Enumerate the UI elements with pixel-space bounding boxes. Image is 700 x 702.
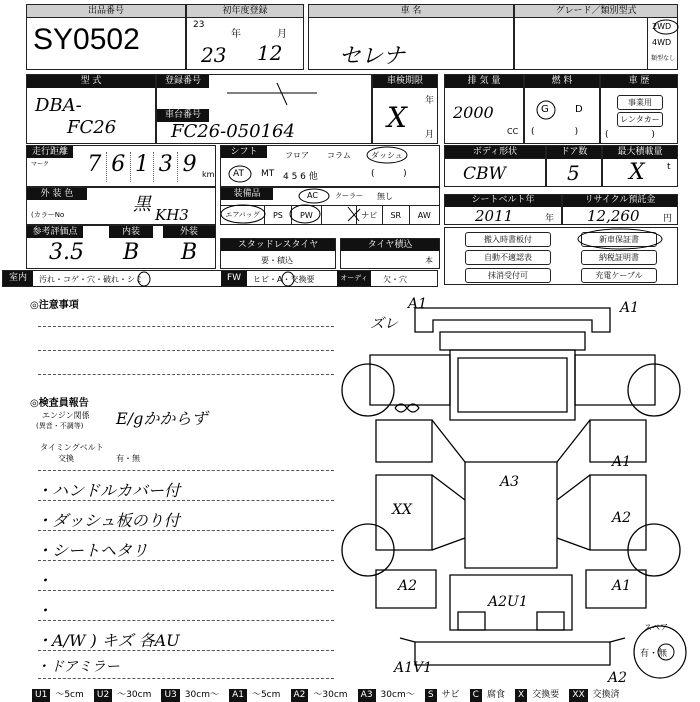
color-code-label: (カラーNo bbox=[31, 211, 65, 219]
legend-value: ～30cm bbox=[117, 690, 152, 700]
score-box bbox=[26, 225, 216, 269]
displacement-cc: CC bbox=[507, 127, 519, 136]
mileage-digit: 6 bbox=[107, 152, 131, 182]
legend-key: X bbox=[515, 689, 527, 702]
left-front-panel bbox=[370, 355, 450, 405]
eq-ac-circle bbox=[297, 188, 331, 204]
left-front-door bbox=[376, 420, 432, 462]
caution-line bbox=[38, 350, 334, 351]
displacement-box bbox=[444, 74, 524, 144]
drive-4wd: 4WD bbox=[652, 38, 672, 47]
score-label: 参考評価点 bbox=[27, 226, 83, 238]
spare-value: 有・無 bbox=[640, 649, 668, 659]
history-business: 事業用 bbox=[617, 95, 663, 110]
eq-navi: ナビ bbox=[357, 206, 384, 225]
damage-mark: A2U1 bbox=[488, 594, 528, 610]
legend-value: 腐食 bbox=[486, 690, 505, 700]
wheel-front-right bbox=[628, 364, 680, 416]
inspection-label: 車検期限 bbox=[373, 75, 437, 88]
shift-box: シフト フロア コラム ダッシュ AT MT 4 5 6 他 ( ) bbox=[220, 145, 440, 187]
car-name-box bbox=[308, 4, 514, 70]
damage-mark: A2 bbox=[398, 578, 418, 594]
report-line bbox=[38, 590, 334, 591]
engine-label: エンジン関係 bbox=[42, 411, 90, 420]
doors-value: 5 bbox=[567, 161, 580, 185]
report-line bbox=[38, 650, 334, 651]
fw-mark bbox=[281, 271, 295, 287]
mileage-digit: 1 bbox=[131, 152, 155, 182]
doors-label: ドア数 bbox=[547, 146, 601, 159]
history-label: 車 歴 bbox=[601, 75, 677, 88]
shift-column: コラム bbox=[327, 151, 351, 160]
body-box bbox=[444, 145, 546, 187]
docs-box bbox=[444, 227, 678, 285]
doc-warranty: 新車保証書 bbox=[581, 232, 657, 247]
damage-mark: XX bbox=[392, 502, 412, 518]
shift-dash-circle bbox=[365, 146, 409, 164]
drive-2wd-circle bbox=[653, 18, 679, 36]
right-front-panel bbox=[575, 355, 655, 405]
capacity-label: 最大積載量 bbox=[603, 146, 677, 159]
recycle-box bbox=[562, 194, 678, 225]
lot-label: 出品番号 bbox=[27, 5, 185, 18]
interior-state-mark bbox=[137, 271, 151, 287]
legend-value: 交換要 bbox=[532, 690, 560, 700]
fuel-box: 燃 料 G D ( ) bbox=[524, 74, 600, 144]
damage-mark: A1V1 bbox=[394, 660, 433, 676]
recycle-yen: 円 bbox=[663, 214, 673, 224]
engine-note: E/gかからず bbox=[116, 409, 208, 428]
drive-none: 類型なし bbox=[651, 55, 676, 62]
capacity-value: X bbox=[629, 160, 645, 185]
chassis-label: 車台番号 bbox=[157, 109, 209, 122]
eq-none: 無し bbox=[377, 192, 393, 201]
exterior-value: B bbox=[181, 240, 198, 265]
audio-label: オーディオ bbox=[337, 271, 371, 286]
km-label: km bbox=[202, 170, 215, 179]
report-line bbox=[38, 560, 334, 561]
report-item: ・A/W ) キズ 各AU bbox=[36, 631, 180, 650]
history-rental: レンタカー bbox=[617, 112, 663, 127]
car-diagram bbox=[340, 290, 700, 685]
report-line bbox=[38, 530, 334, 531]
state-strip bbox=[2, 270, 438, 297]
fw-label: FW bbox=[221, 271, 247, 286]
damage-mark: A1 bbox=[620, 300, 640, 316]
doc-warranty-circle bbox=[577, 228, 663, 250]
equipment-box bbox=[220, 187, 440, 225]
color-label: 外 装 色 bbox=[27, 188, 87, 200]
model-line1: DBA- bbox=[35, 95, 82, 116]
displacement-label: 排 気 量 bbox=[445, 75, 523, 88]
capacity-box bbox=[602, 145, 678, 187]
first-reg-tsuki: 月 bbox=[277, 29, 287, 40]
damage-mark: A1 bbox=[612, 454, 632, 470]
legend-value: 30cm～ bbox=[184, 690, 219, 700]
legend-key: U3 bbox=[161, 689, 179, 702]
damage-mark: A2 bbox=[608, 670, 628, 685]
doors-box bbox=[546, 145, 602, 187]
shift-numbers: 4 5 6 他 bbox=[283, 172, 318, 182]
eq-ac: AC bbox=[307, 191, 318, 200]
score-value: 3.5 bbox=[49, 240, 84, 265]
doc-erasure: 抹消受付可 bbox=[465, 268, 551, 283]
doc-tax: 納税証明書 bbox=[581, 250, 657, 265]
eq-ps: PS bbox=[265, 206, 292, 225]
legend-key: C bbox=[470, 689, 482, 702]
legend-value: ～30cm bbox=[313, 690, 348, 700]
seatbelt-nen: 年 bbox=[545, 214, 555, 224]
shift-at: AT bbox=[233, 169, 244, 179]
report-line bbox=[38, 620, 334, 621]
recycle-label: リサイクル預託金 bbox=[563, 195, 677, 207]
reg-no-label: 登録番号 bbox=[157, 75, 209, 88]
front-bumper bbox=[415, 308, 610, 332]
legend-key: A3 bbox=[358, 689, 376, 702]
audio-state: 欠・穴 bbox=[383, 275, 407, 284]
meter-label: マーク bbox=[31, 161, 50, 168]
report-line bbox=[38, 500, 334, 501]
fuel-d: D bbox=[575, 104, 583, 115]
mileage-digits bbox=[83, 152, 201, 182]
first-reg-month: 12 bbox=[257, 41, 283, 65]
drive-2wd: 2WD bbox=[652, 22, 672, 31]
windshield-area bbox=[450, 350, 575, 420]
inspector-title: ◎検査員報告 bbox=[30, 398, 89, 409]
timing-label: タイミングベルト bbox=[40, 443, 104, 452]
damage-mark: ズレ bbox=[370, 316, 398, 332]
report-item: ・シートヘタリ bbox=[36, 541, 149, 560]
equip-marks bbox=[221, 203, 439, 225]
shift-mt: MT bbox=[261, 169, 275, 179]
equipment-label: 装備品 bbox=[221, 188, 273, 200]
lot-number: SY0502 bbox=[33, 23, 140, 56]
caution-title: ◎注意事項 bbox=[30, 300, 79, 311]
legend-value: ～5cm bbox=[55, 690, 84, 700]
mileage-box bbox=[26, 145, 216, 187]
interior-state-options: 汚れ・コゲ・穴・破れ・シミ bbox=[39, 275, 143, 284]
shift-floor: フロア bbox=[285, 151, 309, 160]
timing-swap: 交換 bbox=[58, 454, 74, 463]
mileage-digit: 9 bbox=[182, 152, 197, 177]
legend-value: 交換済 bbox=[592, 690, 620, 700]
damage-mark: A3 bbox=[500, 474, 520, 490]
displacement-value: 2000 bbox=[453, 103, 494, 122]
reg-scribble bbox=[217, 79, 337, 109]
doc-charger: 充電ケーブル bbox=[581, 268, 657, 283]
legend-key: XX bbox=[569, 689, 587, 702]
reg-box bbox=[156, 74, 372, 144]
seatbelt-label: シートベルト年 bbox=[445, 195, 561, 207]
legend-key: U1 bbox=[32, 689, 50, 702]
doc-import: 搬入時書板付 bbox=[465, 232, 551, 247]
report-item: ・ダッシュ板のり付 bbox=[36, 511, 180, 530]
lot-box bbox=[26, 4, 186, 70]
interior-label: 内装 bbox=[109, 226, 153, 238]
tire-label: タイヤ積込 bbox=[341, 239, 439, 251]
body-value: CBW bbox=[463, 164, 506, 184]
recycle-value: 12,260 bbox=[587, 207, 640, 225]
legend-value: 30cm～ bbox=[380, 690, 415, 700]
eq-airbag: エアバッグ bbox=[221, 206, 265, 225]
color-code: KH3 bbox=[155, 206, 189, 224]
damage-mark: A2 bbox=[612, 510, 632, 526]
rear-bumper bbox=[415, 642, 610, 665]
studless-label: スタッドレスタイヤ bbox=[221, 239, 335, 251]
damage-mark: A1 bbox=[612, 578, 632, 594]
model-line2: FC26 bbox=[67, 117, 117, 138]
first-reg-box bbox=[186, 4, 304, 70]
first-reg-nen: 年 bbox=[231, 29, 241, 40]
damage-legend bbox=[32, 689, 700, 702]
model-label: 型 式 bbox=[27, 75, 155, 88]
car-name: セレナ bbox=[339, 44, 406, 69]
shift-at-circle bbox=[227, 164, 253, 184]
legend-value: ～5cm bbox=[251, 690, 281, 700]
tire-box bbox=[340, 238, 440, 269]
eq-pw: PW bbox=[292, 206, 322, 225]
report-item: ・ハンドルカバー付 bbox=[36, 481, 181, 500]
car-name-label: 車 名 bbox=[309, 5, 513, 18]
legend-key: A1 bbox=[229, 689, 247, 702]
eq-cooler: クーラー bbox=[335, 192, 363, 200]
eq-aw: AW bbox=[417, 211, 431, 220]
inspection-value: X bbox=[387, 101, 407, 134]
shift-dash: ダッシュ bbox=[371, 151, 403, 160]
damage-mark: A1 bbox=[408, 296, 428, 312]
seatbelt-year: 2011 bbox=[475, 207, 514, 225]
studless-options: 要・積込 bbox=[261, 256, 293, 265]
tire-unit: 本 bbox=[425, 256, 433, 265]
eq-sr: SR bbox=[383, 206, 410, 225]
grade-box bbox=[514, 4, 678, 70]
studless-box bbox=[220, 238, 336, 269]
first-reg-era-year: 23 bbox=[193, 20, 205, 30]
chassis-number: FC26-050164 bbox=[171, 121, 295, 142]
interior-state-label: 室内 bbox=[3, 271, 33, 286]
wheel-front-left bbox=[342, 364, 394, 416]
inspection-tsuki: 月 bbox=[425, 130, 435, 140]
mileage-digit: 3 bbox=[154, 152, 178, 182]
timing-options: 有・無 bbox=[116, 454, 140, 463]
inspection-nen: 年 bbox=[425, 96, 435, 106]
inspection-box bbox=[372, 74, 438, 144]
legend-value: サビ bbox=[441, 690, 460, 700]
grade-label: グレード／類別型式 bbox=[515, 5, 677, 18]
report-item: ・ドアミラー bbox=[36, 659, 120, 675]
engine-sub: (異音・不調等) bbox=[36, 422, 84, 430]
seatbelt-box bbox=[444, 194, 562, 225]
capacity-unit: t bbox=[667, 162, 671, 172]
interior-value: B bbox=[123, 240, 140, 265]
report-line bbox=[38, 678, 334, 679]
legend-key: S bbox=[425, 689, 437, 702]
fuel-g: G bbox=[541, 104, 549, 115]
fuel-g-circle bbox=[535, 99, 557, 121]
legend-key: U2 bbox=[94, 689, 112, 702]
caution-line bbox=[38, 326, 334, 327]
color-box bbox=[26, 187, 216, 225]
fuel-label: 燃 料 bbox=[525, 75, 599, 88]
spare-label: スペア bbox=[644, 623, 668, 632]
mileage-digit: 7 bbox=[83, 152, 107, 182]
legend-key: A2 bbox=[291, 689, 309, 702]
history-box: 車 歴 事業用 レンタカー ( ) bbox=[600, 74, 678, 144]
color-value: 黒 bbox=[133, 194, 151, 215]
report-item: ・ bbox=[36, 571, 53, 590]
caution-line bbox=[38, 374, 334, 375]
report-line bbox=[38, 470, 334, 471]
mileage-label: 走行距離 bbox=[27, 146, 73, 158]
doc-selfcheck: 自動不適認表 bbox=[465, 250, 551, 265]
body-label: ボディ形状 bbox=[445, 146, 545, 159]
report-item: ・ bbox=[36, 601, 53, 620]
shift-label: シフト bbox=[221, 146, 267, 158]
model-box bbox=[26, 74, 156, 144]
exterior-label: 外装 bbox=[163, 226, 215, 238]
first-reg-label: 初年度登録 bbox=[187, 5, 303, 18]
first-reg-year: 23 bbox=[201, 43, 227, 67]
fw-state: ヒビ・A・交換要 bbox=[253, 275, 315, 284]
